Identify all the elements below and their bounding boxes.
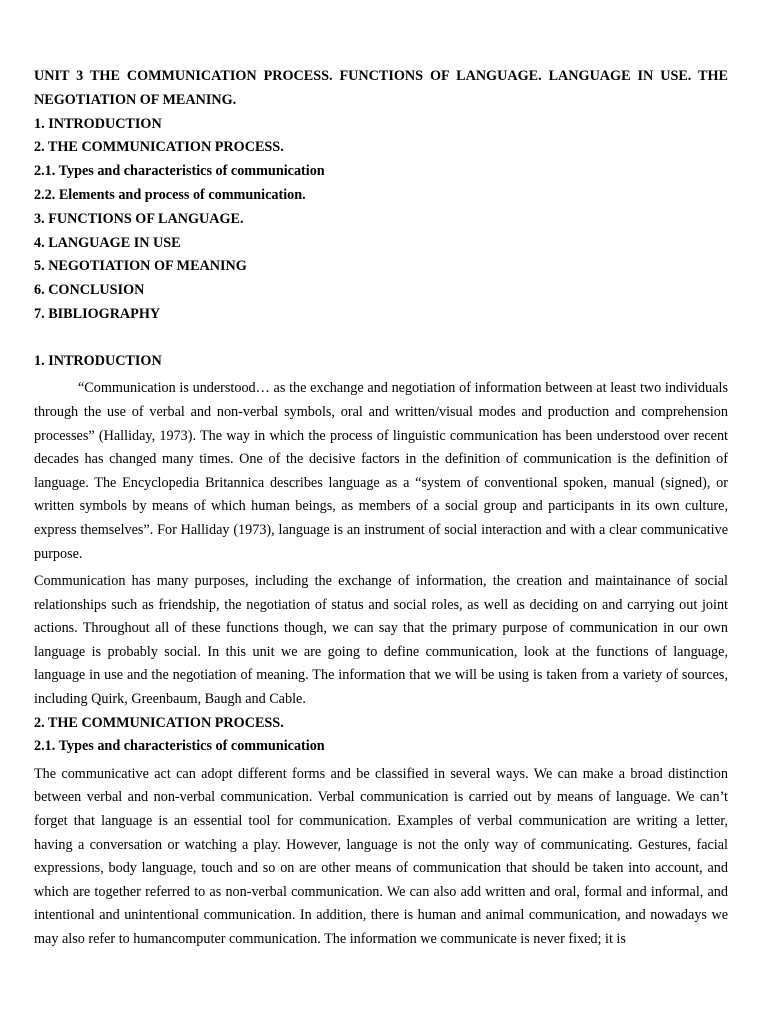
introduction-paragraph-2: Communication has many purposes, including the exchange of information, the creation and maintainance of social relationships such as friendship, the negotiation of status and social roles, as well as deciding on and carrying out joint actions. Throughout all of these functions though, we can say that the primary purpose of communication in our own language is probably social. In this unit we are going to define communication, look at the functions of language, language in use and the negotiation of meaning. The information that we will be using is taken from a variety of sources, including Quirk, Greenbaum, Baugh and Cable. xyxy=(34,573,728,708)
communication-process-heading: 2. THE COMMUNICATION PROCESS. xyxy=(34,714,284,731)
unit-title: UNIT 3 THE COMMUNICATION PROCESS. FUNCTIONS OF LANGUAGE. LANGUAGE IN USE. THE NEGOTIATION OF MEANING. xyxy=(34,68,728,108)
introduction-paragraph-1: “Communication is understood… as the exchange and negotiation of information between at least two individuals through the use of verbal and non-verbal symbols, oral and written/visual modes and production and comprehension processes” (Halliday, 1973). The way in which the process of linguistic communication has been understood over recent decades has changed many times. One of the decisive factors in the definition of communication is the definition of language. The Encyclopedia Britannica describes language as a “system of conventional spoken, manual (signed), or written symbols by means of which human beings, as members of a social group and participants in its own culture, express themselves”. For Halliday (1973), language is an instrument of social interaction and with a clear communicative purpose. xyxy=(34,380,728,562)
communication-process-paragraph-1: The communicative act can adopt different forms and be classified in several ways. We can make a broad distinction between verbal and non-verbal communication. Verbal communication is carried out by means of language. We can’t forget that language is an essential tool for communication. Examples of verbal communication are writing a letter, having a conversation or watching a play. However, language is not the only way of communicating. Gestures, facial expressions, body language, touch and so on are other means of communication that should be taken into account, and which are together referred to as non-verbal communication. We can also add written and oral, formal and informal, and intentional and unintentional communication. In addition, there is human and animal communication, and nowadays we may also refer to humancomputer communication. The information we communicate is never fixed; it is xyxy=(34,765,728,948)
toc-item-types-characteristics: 2.1. Types and characteristics of communication xyxy=(34,163,325,180)
toc-item-introduction: 1. INTRODUCTION xyxy=(34,115,162,132)
table-of-contents xyxy=(34,113,728,327)
toc-item-conclusion: 6. CONCLUSION xyxy=(34,282,145,299)
toc-item-communication-process: 2. THE COMMUNICATION PROCESS. xyxy=(34,139,284,156)
introduction-heading: 1. INTRODUCTION xyxy=(34,352,162,369)
types-characteristics-subheading: 2.1. Types and characteristics of communication xyxy=(34,738,325,755)
section-spacer xyxy=(34,327,728,350)
document-page xyxy=(34,65,728,952)
toc-item-elements-process: 2.2. Elements and process of communication. xyxy=(34,186,306,203)
toc-item-negotiation-of-meaning: 5. NEGOTIATION OF MEANING xyxy=(34,258,247,275)
toc-item-language-in-use: 4. LANGUAGE IN USE xyxy=(34,234,181,251)
toc-item-bibliography: 7. BIBLIOGRAPHY xyxy=(34,305,161,322)
toc-item-functions-of-language: 3. FUNCTIONS OF LANGUAGE. xyxy=(34,210,244,227)
